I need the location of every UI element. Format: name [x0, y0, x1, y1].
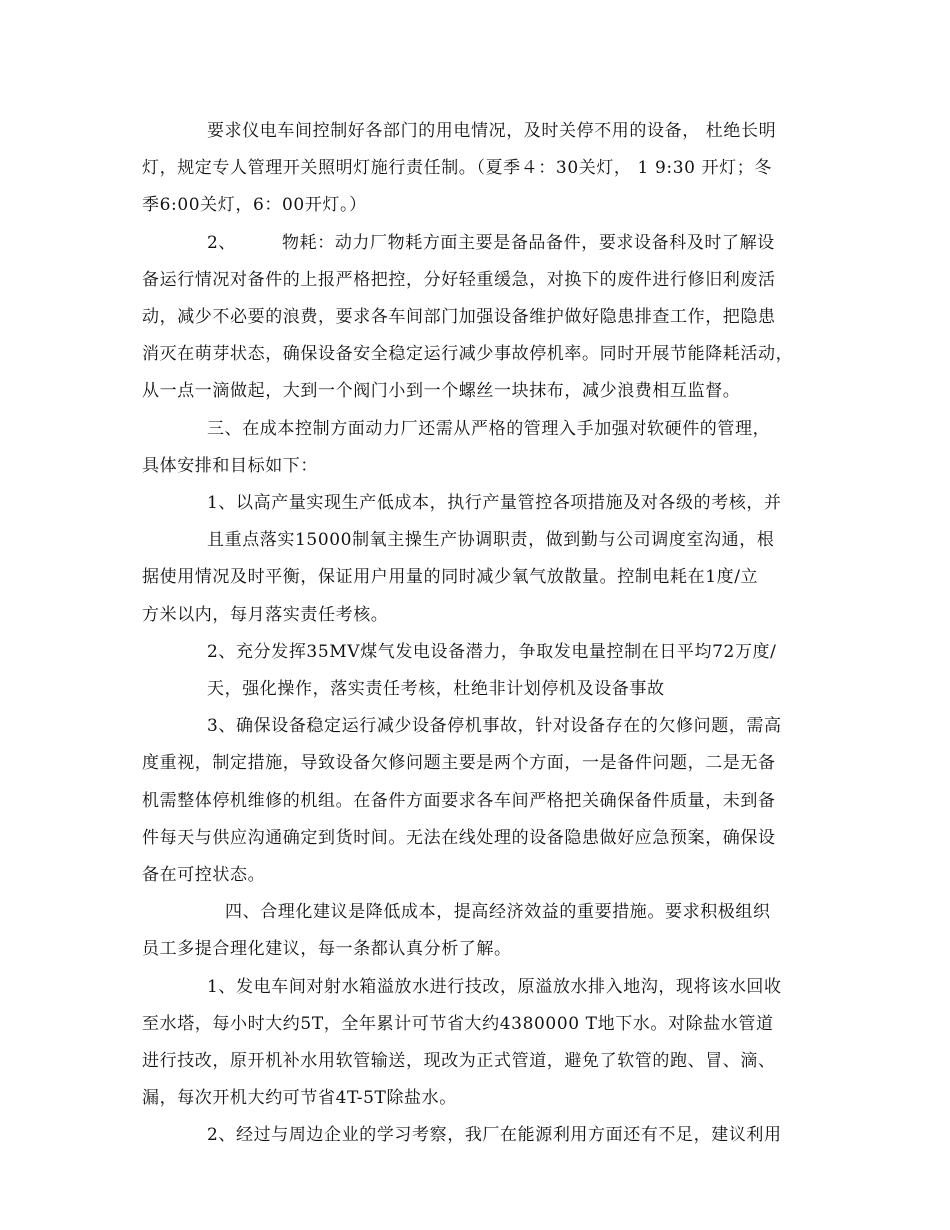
text-line-11: 1、以高产量实现生产低成本，执行产量管控各项措施及对各级的考核，并 — [207, 493, 782, 513]
text-line-13: 据使用情况及时平衡，保证用户用量的同时减少氧气放散量。控制电耗在1度/立 — [142, 567, 759, 587]
text-line-16: 天，强化操作，落实责任考核，杜绝非计划停机及设备事故 — [207, 679, 665, 699]
text-line-25: 至水塔，每小时大约5T，全年累计可节省大约4380000 T地下水。对除盐水管道 — [142, 1014, 774, 1034]
text-line-1: 要求仪电车间控制好各部门的用电情况，及时关停不用的设备， 杜绝长明 — [207, 121, 777, 141]
text-line-24: 1、发电车间对射水箱溢放水进行技改，原溢放水排入地沟，现将该水回收 — [207, 977, 782, 997]
text-line-19: 机需整体停机维修的机组。在备件方面要求各车间严格把关确保备件质量，未到备 — [142, 791, 776, 811]
text-line-23: 员工多提合理化建议，每一条都认真分析了解。 — [142, 939, 512, 959]
text-line-26: 进行技改，原开机补水用软管输送，现改为正式管道，避免了软管的跑、冒、滴、 — [142, 1051, 776, 1071]
text-line-4: 2、 物耗：动力厂物耗方面主要是备品备件，要求设备科及时了解设 — [207, 233, 775, 253]
text-line-3: 季6:00关灯，6：00开灯。） — [142, 195, 367, 215]
text-line-20: 件每天与供应沟通确定到货时间。无法在线处理的设备隐患做好应急预案，确保设 — [142, 828, 776, 848]
text-line-7: 消灭在萌芽状态，确保设备安全稳定运行减少事故停机率。同时开展节能降耗活动， — [142, 344, 794, 364]
text-line-14: 方米以内，每月落实责任考核。 — [142, 605, 389, 625]
text-line-6: 动，减少不必要的浪费，要求各车间部门加强设备维护做好隐患排查工作，把隐患 — [142, 307, 776, 327]
text-line-21: 备在可控状态。 — [142, 865, 266, 885]
text-line-22: 四、合理化建议是降低成本，提高经济效益的重要措施。要求积极组织 — [225, 902, 771, 922]
text-line-18: 度重视，制定措施，导致设备欠修问题主要是两个方面，一是备件问题，二是无备 — [142, 753, 776, 773]
text-line-2: 灯，规定专人管理开关照明灯施行责任制。（夏季４：30关灯， 1 9:30 开灯；冬 — [142, 158, 772, 178]
text-line-27: 漏，每次开机大约可节省4T-5T除盐水。 — [142, 1088, 457, 1108]
text-line-28: 2、经过与周边企业的学习考察，我厂在能源利用方面还有不足，建议利用 — [207, 1125, 782, 1145]
text-line-8: 从一点一滴做起，大到一个阀门小到一个螺丝一块抹布，减少浪费相互监督。 — [142, 381, 741, 401]
text-line-15: 2、充分发挥35MV煤气发电设备潜力，争取发电量控制在日平均72万度/ — [207, 642, 777, 662]
text-line-9: 三、在成本控制方面动力厂还需从严格的管理入手加强对软硬件的管理， — [207, 419, 771, 439]
text-line-10: 具体安排和目标如下： — [142, 456, 318, 476]
text-line-5: 备运行情况对备件的上报严格把控，分好轻重缓急，对换下的废件进行修旧利废活 — [142, 270, 776, 290]
text-line-12: 且重点落实15000制氧主操生产协调职责，做到勤与公司调度室沟通，根 — [207, 530, 775, 550]
text-line-17: 3、确保设备稳定运行减少设备停机事故，针对设备存在的欠修问题，需高 — [207, 716, 782, 736]
